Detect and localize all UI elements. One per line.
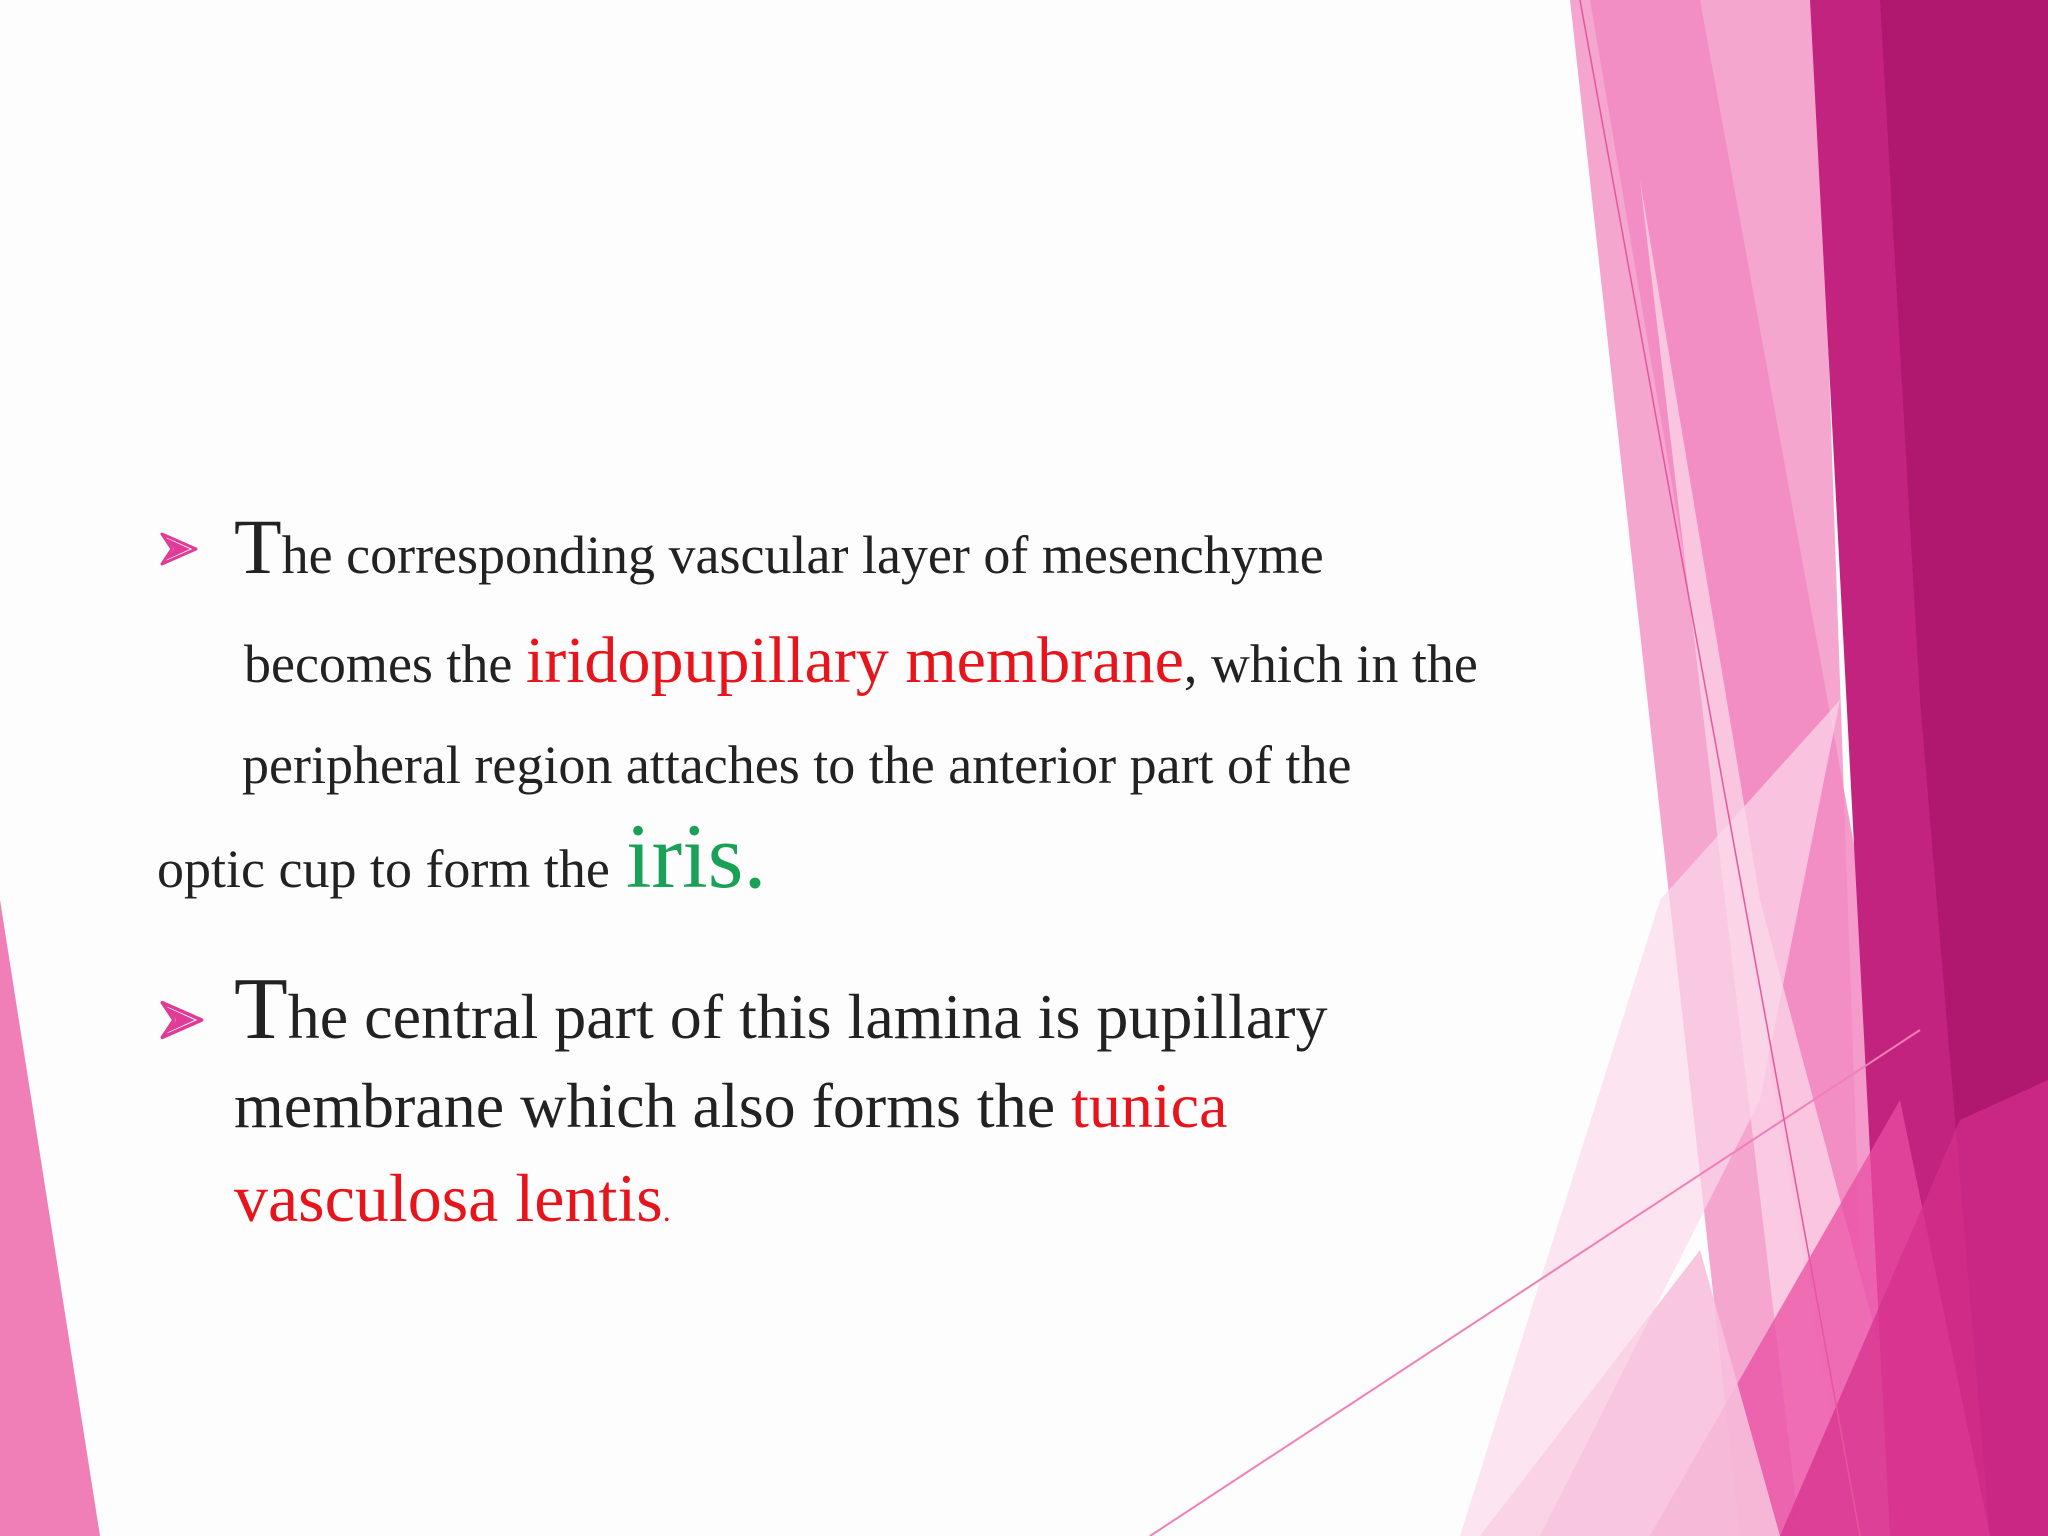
arrow-bullet-icon bbox=[160, 532, 198, 566]
bullet-2-line-2 bbox=[234, 1070, 1228, 1141]
bullet-1-text-4-pre: optic cup to form the bbox=[157, 839, 610, 899]
bullet-2-line-1 bbox=[234, 961, 1328, 1058]
bullet-1-text-2-pre: becomes the bbox=[244, 634, 526, 694]
bullet-2-drop-cap: T bbox=[234, 961, 288, 1058]
bullet-1-line-3 bbox=[242, 735, 1352, 795]
bullet-1-text-3: peripheral region attaches to the anterior part of the bbox=[242, 735, 1352, 795]
bullet-1-line-4 bbox=[157, 805, 767, 907]
tunica-term: tunica bbox=[1071, 1070, 1228, 1141]
bullet-2-line-3 bbox=[234, 1160, 671, 1236]
iridopupillary-membrane-term: iridopupillary membrane bbox=[525, 624, 1184, 697]
bullet-2-text-2-pre: membrane which also forms the bbox=[234, 1070, 1072, 1141]
bullet-1-text-1: he corresponding vascular layer of mesenchyme bbox=[281, 525, 1324, 585]
bullet-1-line-2 bbox=[244, 624, 1478, 697]
bullet-2-period: . bbox=[662, 1192, 671, 1228]
bullet-1-text-2-post: , which in the bbox=[1183, 634, 1478, 694]
arrow-bullet-icon bbox=[160, 1000, 204, 1040]
bullet-1-drop-cap: T bbox=[234, 503, 282, 590]
vasculosa-lentis-term: vasculosa lentis bbox=[234, 1160, 663, 1236]
bullet-2-text-1: he central part of this lamina is pupillary bbox=[287, 981, 1328, 1052]
bullet-1-line-1 bbox=[234, 503, 1324, 590]
iris-term: iris. bbox=[625, 805, 767, 907]
